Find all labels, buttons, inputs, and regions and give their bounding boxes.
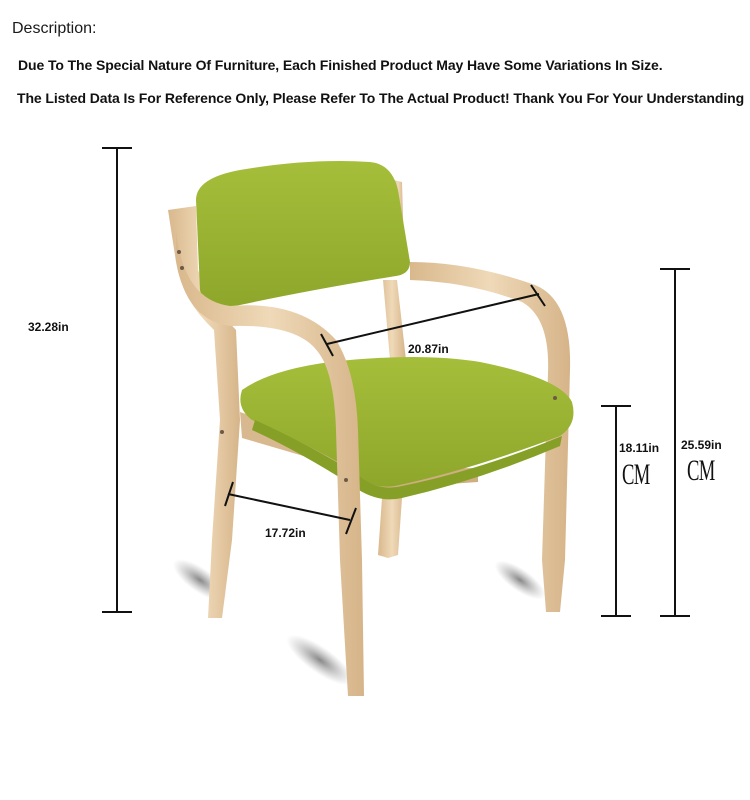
seat-height-unit: CM [622, 458, 650, 491]
description-heading: Description: [12, 20, 97, 37]
reference-note: The Listed Data Is For Reference Only, Please Refer To The Actual Product! Thank You For Your Understanding [17, 90, 745, 106]
seat-height-label: 18.11in [619, 441, 660, 455]
arm-height-label: 25.59in [681, 438, 722, 452]
arm-height-unit: CM [687, 454, 715, 487]
size-variation-note: Due To The Special Nature Of Furniture, Each Finished Product May Have Some Variations In Size. [18, 57, 663, 73]
total-height-label: 32.28in [28, 320, 69, 334]
seat-depth-label: 17.72in [265, 526, 306, 540]
chair-illustration [168, 161, 574, 696]
seat-width-label: 20.87in [408, 342, 449, 356]
